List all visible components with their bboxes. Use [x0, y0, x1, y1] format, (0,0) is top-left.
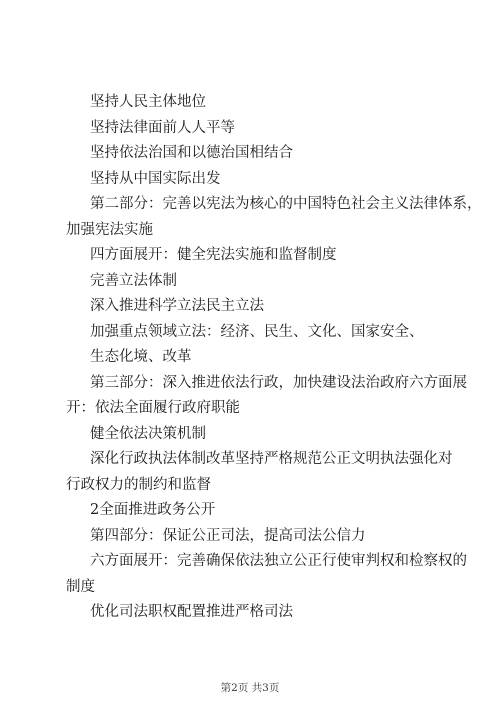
document-body [66, 90, 482, 626]
text-line: 行政权力的制约和监督 [66, 476, 211, 493]
text-line: 加强重点领域立法：经济、民生、文化、国家安全、 [90, 323, 424, 340]
text-line: 第三部分：深入推进依法行政，加快建设法治政府六方面展 [90, 374, 467, 391]
text-line: 第二部分：完善以宪法为核心的中国特色社会主义法律体系， [90, 196, 482, 212]
text-line: 深化行政执法体制改革坚持严格规范公正文明执法强化对 [90, 451, 453, 467]
text-line: 第四部分：保证公正司法，提高司法公信力 [90, 527, 366, 544]
text-line: 六方面展开：完善确保依法独立公正行使审判权和检察权的 [90, 553, 467, 569]
text-line: 坚持人民主体地位 [90, 94, 206, 110]
text-line: 2全面推进政务公开 [90, 502, 216, 518]
text-line: 坚持依法治国和以德治国相结合 [90, 145, 293, 161]
text-line: 健全依法决策机制 [90, 425, 206, 442]
page-number-footer: 第2页 共3页 [220, 682, 280, 694]
text-line: 坚持法律面前人人平等 [90, 119, 235, 136]
text-line: 加强宪法实施 [66, 221, 153, 238]
text-line: 制度 [66, 578, 95, 595]
text-line: 完善立法体制 [90, 272, 177, 289]
text-line: 优化司法职权配置推进严格司法 [90, 604, 293, 620]
text-line: 生态化境、改革 [90, 349, 192, 365]
text-line: 坚持从中国实际出发 [90, 170, 221, 187]
text-line: 开：依法全面履行政府职能 [66, 400, 240, 416]
text-line: 四方面展开：健全宪法实施和监督制度 [90, 247, 337, 263]
text-line: 深入推进科学立法民主立法 [90, 298, 264, 314]
